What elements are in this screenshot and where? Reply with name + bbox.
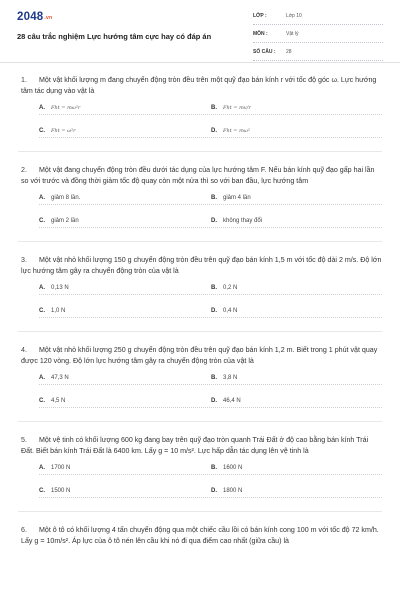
document-meta — [253, 12, 383, 66]
option-text: giảm 8 lần. — [51, 195, 81, 201]
option-key: B. — [211, 375, 217, 381]
question-3 — [18, 241, 382, 331]
question-number: 3. — [21, 256, 27, 264]
option-c[interactable] — [39, 488, 70, 494]
question-number: 5. — [21, 436, 27, 444]
option-text: 1700 N — [51, 465, 71, 471]
question-1 — [18, 62, 382, 151]
option-row — [39, 279, 382, 302]
question-text — [21, 525, 382, 547]
option-d[interactable] — [211, 488, 242, 494]
answer-options — [39, 369, 382, 421]
option-text: Fht = mv/r — [223, 105, 251, 111]
option-row — [39, 392, 382, 415]
option-a[interactable] — [39, 285, 69, 291]
answer-options — [39, 99, 382, 151]
option-row — [39, 122, 382, 145]
logo-suffix: .vn — [44, 15, 53, 21]
question-number: 1. — [21, 76, 27, 84]
option-key: A. — [39, 195, 45, 201]
question-text — [21, 435, 382, 457]
option-key: B. — [211, 195, 217, 201]
question-5 — [18, 421, 382, 511]
meta-value: 28 — [286, 49, 292, 55]
option-a[interactable] — [39, 105, 80, 111]
option-text: giảm 2 lần — [51, 218, 79, 224]
option-row — [39, 189, 382, 212]
meta-row-class — [253, 12, 383, 25]
option-b[interactable] — [211, 375, 237, 381]
option-text: 0,4 N — [223, 308, 238, 314]
option-row — [39, 302, 382, 325]
question-body: Một vật khối lượng m đang chuyển động tròn đều trên một quỹ đạo bán kính r với tốc độ góc ω. Lực hướng tâm tác dụng vào vật là — [21, 76, 377, 95]
option-d[interactable] — [211, 398, 241, 404]
option-text: 47,3 N — [51, 375, 69, 381]
question-text — [21, 165, 382, 187]
option-key: C. — [39, 128, 45, 134]
option-row — [39, 369, 382, 392]
option-key: C. — [39, 218, 45, 224]
question-text — [21, 75, 382, 97]
logo-text: 2048 — [17, 11, 44, 23]
option-c[interactable] — [39, 398, 65, 404]
meta-row-count — [253, 48, 383, 61]
option-text: 0,2 N — [223, 285, 238, 291]
option-text: Fht = ω²r — [51, 128, 76, 134]
option-c[interactable] — [39, 128, 76, 134]
site-logo[interactable] — [17, 11, 52, 23]
meta-label: LỚP : — [253, 13, 267, 19]
option-c[interactable] — [39, 218, 79, 224]
option-d[interactable] — [211, 128, 250, 134]
option-text: 1500 N — [51, 488, 71, 494]
question-number: 4. — [21, 346, 27, 354]
option-key: B. — [211, 105, 217, 111]
answer-options — [39, 459, 382, 511]
option-a[interactable] — [39, 465, 70, 471]
option-text: 1600 N — [223, 465, 243, 471]
question-4 — [18, 331, 382, 421]
option-text: 3,8 N — [223, 375, 238, 381]
option-key: C. — [39, 308, 45, 314]
question-body: Một ô tô có khối lượng 4 tấn chuyển động qua một chiếc cầu lồi có bán kính cong 100 m với tốc độ 72 km/h. Lấy g = 10m/s². Áp lực của ô tô nén lên cầu khi nó đi qua điểm cao nhất (giữa cầu) là — [21, 526, 379, 545]
question-number: 6. — [21, 526, 27, 534]
option-key: B. — [211, 285, 217, 291]
option-text: giảm 4 lần — [223, 195, 251, 201]
option-row — [39, 482, 382, 505]
option-text: 46,4 N — [223, 398, 241, 404]
meta-label: MÔN : — [253, 31, 268, 37]
question-2 — [18, 151, 382, 241]
option-a[interactable] — [39, 195, 80, 201]
question-body: Một vật nhỏ khối lượng 250 g chuyển động tròn đều trên quỹ đạo bán kính 1,2 m. Biết trong 1 phút vật quay được 120 vòng. Độ lớn lực hướng tâm gây ra chuyển động tròn của vật là — [21, 346, 378, 365]
option-row — [39, 99, 382, 122]
option-key: D. — [211, 128, 217, 134]
option-key: C. — [39, 488, 45, 494]
option-key: D. — [211, 488, 217, 494]
option-row — [39, 459, 382, 482]
question-list — [0, 62, 400, 547]
question-number: 2. — [21, 166, 27, 174]
option-b[interactable] — [211, 195, 251, 201]
option-d[interactable] — [211, 308, 237, 314]
option-text: 1,0 N — [51, 308, 66, 314]
option-text: 4,5 N — [51, 398, 66, 404]
option-c[interactable] — [39, 308, 65, 314]
answer-options — [39, 189, 382, 241]
option-key: A. — [39, 375, 45, 381]
option-key: B. — [211, 465, 217, 471]
option-b[interactable] — [211, 105, 251, 111]
option-row — [39, 212, 382, 235]
option-a[interactable] — [39, 375, 69, 381]
option-key: A. — [39, 105, 45, 111]
question-text — [21, 255, 382, 277]
page-header — [0, 0, 400, 63]
meta-value: Vật lý — [286, 31, 299, 37]
answer-options — [39, 279, 382, 331]
option-b[interactable] — [211, 285, 237, 291]
option-key: D. — [211, 308, 217, 314]
option-text: 1800 N — [223, 488, 243, 494]
meta-label: SỐ CÂU : — [253, 49, 276, 55]
option-b[interactable] — [211, 465, 242, 471]
question-body: Một vệ tinh có khối lượng 600 kg đang bay trên quỹ đạo tròn quanh Trái Đất ở độ cao bằng bán kính Trái Đất. Biết bán kính Trái Đất là 6400 km. Lấy g = 10 m/s². Lực hấp dẫn tác dụng lên vệ tinh là — [21, 436, 369, 455]
option-key: C. — [39, 398, 45, 404]
meta-row-subject — [253, 30, 383, 43]
option-text: 0,13 N — [51, 285, 69, 291]
option-key: D. — [211, 218, 217, 224]
document-title: 28 câu trắc nghiệm Lực hướng tâm cực hay có đáp án — [17, 32, 212, 41]
option-key: A. — [39, 285, 45, 291]
option-key: D. — [211, 398, 217, 404]
question-body: Một vật nhỏ khối lượng 150 g chuyển động tròn đều trên quỹ đạo bán kính 1,5 m với tốc độ dài 2 m/s. Độ lớn lực hướng tâm gây ra chuyển động tròn của vật là — [21, 256, 382, 275]
option-text: không thay đổi — [223, 218, 263, 224]
option-text: Fht = mω²r — [51, 105, 81, 111]
option-d[interactable] — [211, 218, 262, 224]
question-text — [21, 345, 382, 367]
option-key: A. — [39, 465, 45, 471]
meta-value: Lớp 10 — [286, 13, 302, 19]
question-body: Một vật đang chuyển động tròn đều dưới tác dụng của lực hướng tâm F. Nếu bán kính quỹ đạo gấp hai lần so với trước và đồng thời giảm tốc độ quay còn một nửa thì so với ban đầu, lực hướng tâm — [21, 166, 375, 185]
option-text: Fht = mω² — [223, 128, 250, 134]
question-6 — [18, 511, 382, 547]
